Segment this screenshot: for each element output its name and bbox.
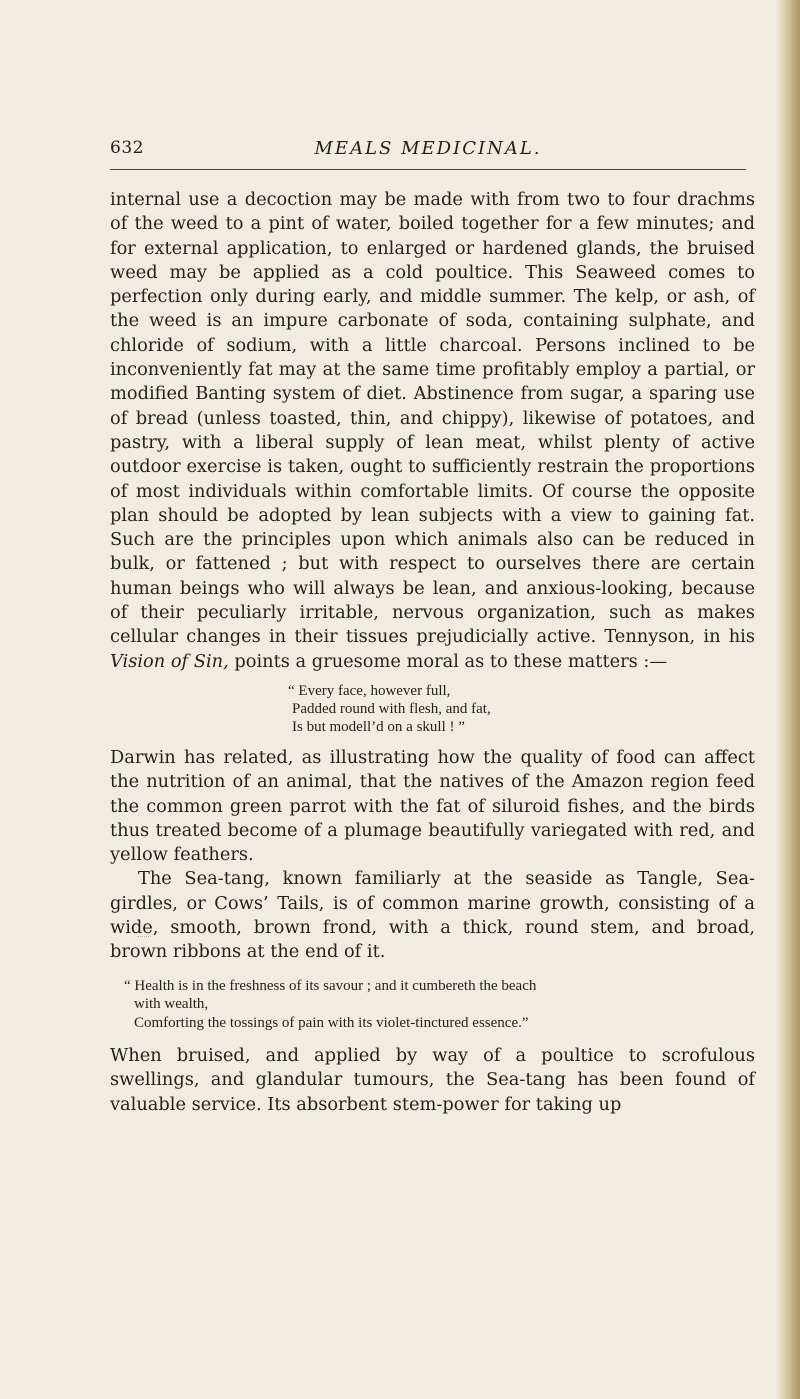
verse-line-2: Padded round with flesh, and fat, [292, 700, 491, 717]
work-title: Vision of Sin, [110, 650, 229, 672]
quote-line-2: with wealth, [134, 996, 209, 1013]
paragraph-3: The Sea-tang, known familiarly at the seaside as Tangle, Sea-girdles, or Cows’ Tails, is of common marine growth, consisting of a wide, smooth, brown frond, with a thick, round stem, and broad, brown ribbons at the end of it. [110, 868, 755, 963]
verse-line-1: “ Every face, however full, [288, 682, 451, 699]
verse-line-3: Is but modell’d on a skull ! ” [292, 718, 465, 735]
verse-quotation [288, 682, 755, 736]
quote-line-1: “ Health is in the freshness of its savour ; and it cumbereth the beach [124, 977, 537, 994]
page-header [110, 138, 746, 162]
block-quotation [124, 977, 755, 1033]
page-number: 632 [110, 138, 144, 158]
library-stamp-mark [137, 926, 151, 937]
body-text [110, 188, 755, 1117]
header-rule [110, 169, 746, 170]
quote-line-3: Comforting the tossings of pain with its violet-tinctured essence.” [134, 1014, 529, 1031]
page-edge-shadow [776, 0, 800, 1399]
paragraph-4: When bruised, and applied by way of a poultice to scrofulous swellings, and glandular tumours, the Sea-tang has been found of valuable service. Its absorbent stem-power for taking up [110, 1045, 755, 1115]
paragraph-1 [110, 188, 755, 674]
paragraph-1-end: points a gruesome moral as to these matters :— [234, 650, 668, 672]
paragraph-2: Darwin has related, as illustrating how the quality of food can affect the nutrition of an animal, that the natives of the Amazon region feed the common green parrot with the fat of siluroid fishes, and the birds thus treated become of a plumage beautifully variegated with red, and yellow feathers. [110, 746, 755, 866]
running-title: MEALS MEDICINAL. [314, 138, 542, 159]
paragraph-1-text: internal use a decoction may be made with from two to four drachms of the weed to a pint of water, boiled together for a few minutes; and for external application, to enlarged or hardened glands, the bruised weed may be applied as a cold poultice. This Seaweed comes to perfection only during early, and middle summer. The kelp, or ash, of the weed is an impure carbonate of soda, containing sulphate, and chloride of sodium, with a little charcoal. Persons inclined to be inconveniently fat may at the same time profitably employ a partial, or modified Banting system of diet. Abstinence from sugar, a sparing use of bread (unless toasted, thin, and chippy), likewise of potatoes, and pastry, with a liberal supply of lean meat, whilst plenty of active outdoor exercise is taken, ought to sufficiently restrain the proportions of most individuals within comfortable limits. Of course the opposite plan should be adopted by lean subjects with a view to gaining fat. Such are the principles upon which animals also can be reduced in bulk, or fattened ; but with respect to ourselves there are certain human beings who will always be lean, and anxious-looking, because of their peculiarly irritable, nervous organization, such as makes cellular changes in their tissues prejudicially active. Tennyson, in his [110, 189, 755, 648]
